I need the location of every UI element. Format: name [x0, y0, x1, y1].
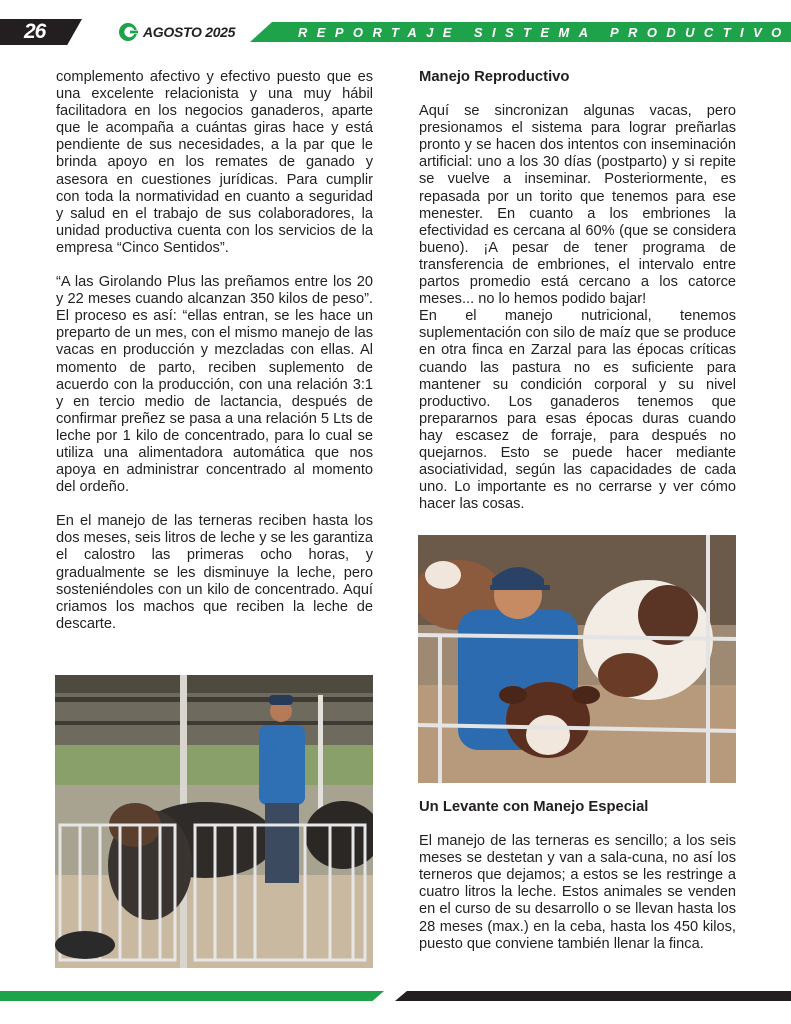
section-title: REPORTAJE SISTEMA PRODUCTIVO: [298, 25, 791, 40]
right-column: [419, 69, 736, 513]
issue-date: AGOSTO 2025: [143, 24, 236, 40]
heading-manejo-reproductivo: Manejo Reproductivo: [419, 69, 570, 85]
page-number: 26: [24, 20, 46, 43]
footer-bar-dark: [395, 991, 791, 1001]
right-paragraph-1: Aquí se sincronizan algunas vacas, pero presionamos el sistema para lograr preñarlas pronto y se hacen dos intentos con inseminación artificial: uno a los 30 días (postparto) y si repite se vuelve a inseminar. Posteriormente, es repasada por un torito que tenemos para ese menester. En cuanto a los embriones la efectividad es cercana al 60% (que se considera bueno). ¡A pesar de tener programa de transferencia de embriones, el intervalo entre partos promedio está cercano a los catorce meses... no lo hemos podido bajar!: [419, 103, 736, 308]
left-column: [56, 69, 373, 633]
right-paragraph-2: En el manejo nutricional, tenemos suplementación con silo de maíz que se produce en otra finca en Zarzal para las épocas críticas cuando las pastura no es suficiente para mantener su condición corporal y su nivel productivo. Los ganaderos tenemos que prepararnos para esas épocas duras cuando hay escasez de forraje, para después no quejarnos. Esto se puede hacer mediante asociatividad, según las capacidades de cada uno. Lo importante es no cerrarse y ver cómo hacer las cosas.: [419, 308, 736, 513]
right-column-lower: [419, 799, 736, 953]
left-paragraph-1: complemento afectivo y efectivo puesto que es una excelente relacionista y una muy hábil facilitadora en los negocios ganaderos, aparte que le acompaña a cuántas giras hace y está pendiente de sus necesidades, a la par que le brinda apoyo en los remates de ganado y asesora en cuestiones jurídicas. Para cumplir con toda la normatividad en cuanto a seguridad y salud en el trabajo de sus colaboradores, la unidad productiva cuenta con los servicios de la empresa “Cinco Sentidos”.: [56, 69, 373, 256]
farmer-with-calves-photo: [55, 675, 373, 968]
left-paragraph-2: “A las Girolando Plus las preñamos entre los 20 y 22 meses cuando alcanzan 350 kilos de peso”. El proceso es así: “ellas entran, se les hace un preparto de un mes, con el mismo manejo de las vacas en producción y mezcladas con ellas. Al momento de parto, reciben suplemento de acuerdo con la producción, con una relación 3:1 y en tercio medio de lactancia, después de confirmar preñez se pasa a una relación 5 Lts de leche por 1 kilo de concentrado, para lo cual se utiliza una alimentadora automática que nos apoya en administrar concentrado al momento del ordeño.: [56, 274, 373, 496]
right-paragraph-3: El manejo de las terneras es sencillo; a los seis meses se destetan y van a sala-cuna, no así los terneros que dejamos; a estos se les restringe a cuatro litros la leche. Estos animales se venden en el curso de su desarrollo o se llevan hasta los 28 meses (max.) en la ceba, hasta los 450 kilos, puesto que conviene también llenar la finca.: [419, 833, 736, 952]
footer-bar-green: [0, 991, 384, 1001]
farmer-hugging-calf-photo: [418, 535, 736, 783]
left-paragraph-3: En el manejo de las terneras reciben hasta los dos meses, seis litros de leche y se les garantiza el calostro las primeras ocho horas, y gradualmente se les disminuye la leche, pero sosteniéndoles con un kilo de concentrado. Aquí criamos los machos que reciben la leche de descarte.: [56, 513, 373, 632]
heading-levante: Un Levante con Manejo Especial: [419, 799, 649, 815]
c-logo-icon: [118, 22, 138, 42]
